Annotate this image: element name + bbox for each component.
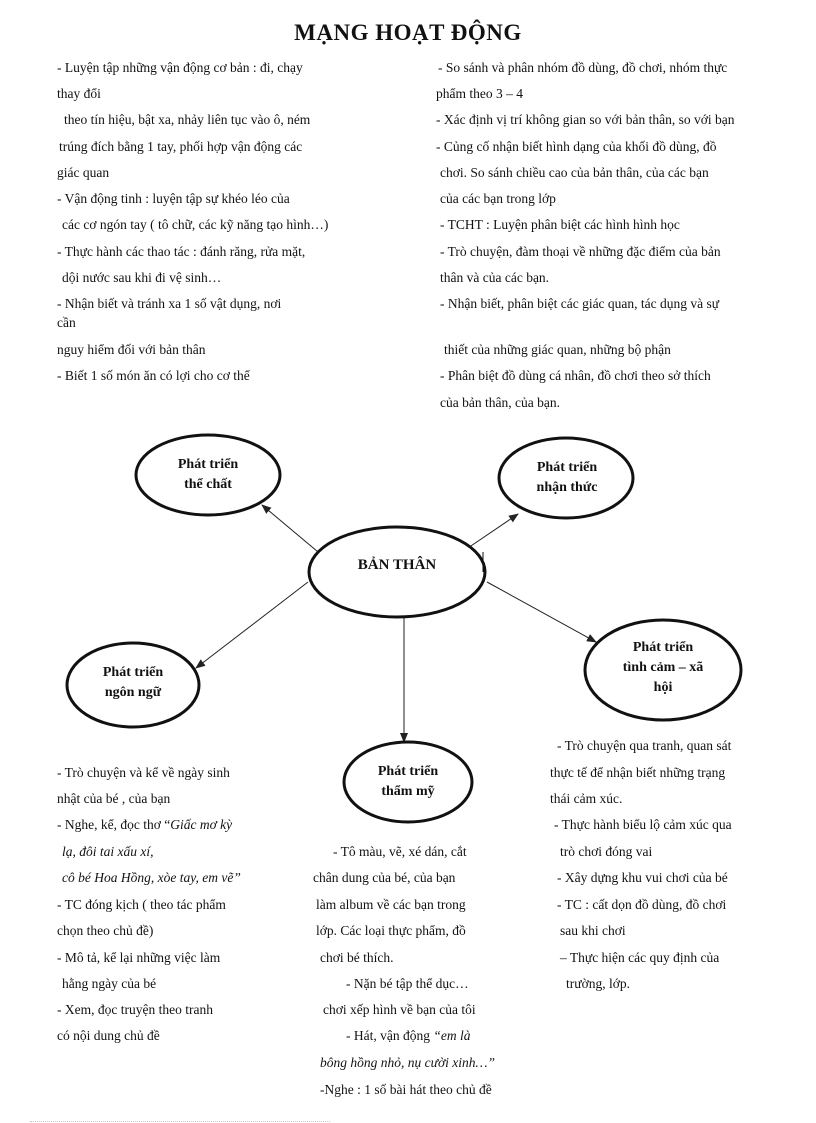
list-line: cô bé Hoa Hồng, xòe tay, em vẽ” — [62, 870, 241, 885]
list-line: phẩm theo 3 – 4 — [436, 86, 523, 101]
node-line: Phát triển — [377, 764, 439, 779]
list-line: chơi xếp hình về bạn của tôi — [323, 1002, 476, 1017]
node-line: thể chất — [184, 477, 232, 492]
list-line: – Thực hiện các quy định của — [560, 950, 720, 965]
list-line: - TC đóng kịch ( theo tác phẩm — [57, 897, 226, 912]
list-line: chơi bé thích. — [320, 950, 394, 965]
arrow-to-tinh-cam — [487, 582, 596, 642]
list-line: trúng đích bằng 1 tay, phối hợp vận động các — [59, 139, 303, 154]
list-line: trường, lớp. — [566, 976, 630, 991]
list-line: - Thực hành các thao tác : đánh răng, rửa mặt, — [57, 244, 306, 259]
list-line: - Củng cố nhận biết hình dạng của khối đồ dùng, đồ — [436, 139, 717, 154]
list-line: - Biết 1 số món ăn có lợi cho cơ thể — [57, 368, 250, 383]
list-line: cần — [57, 315, 76, 330]
node-nhan-thuc — [507, 458, 627, 498]
footer-dotted-divider — [30, 1121, 330, 1122]
node-line: ngôn ngữ — [104, 685, 162, 700]
list-line: - Trò chuyện và kể về ngày sinh — [57, 765, 230, 780]
list-line: các cơ ngón tay ( tô chữ, các kỹ năng tạo hình…) — [62, 217, 329, 232]
list-line: chơi. So sánh chiều cao của bản thân, của các bạn — [440, 165, 709, 180]
list-line: - Xác định vị trí không gian so với bản thân, so với bạn — [436, 112, 735, 127]
list-line: - Nhận biết và tránh xa 1 số vật dụng, nơi — [57, 296, 282, 311]
song-title: “em là — [433, 1028, 471, 1043]
node-tinh-cam — [603, 638, 723, 698]
list-line: của các bạn trong lớp — [440, 191, 556, 206]
node-line: hội — [653, 680, 673, 695]
node-center — [327, 555, 467, 575]
list-line: trò chơi đóng vai — [560, 844, 653, 859]
list-line: - Trò chuyện, đàm thoại về những đặc điểm của bản — [440, 244, 721, 259]
node-the-chat — [148, 455, 268, 495]
list-line: - Trò chuyện qua tranh, quan sát — [557, 738, 732, 753]
list-line: nguy hiểm đối với bản thân — [57, 342, 206, 357]
list-line: thiết của những giác quan, những bộ phận — [444, 342, 671, 357]
list-line: - Luyện tập những vận động cơ bản : đi, chạy — [57, 60, 303, 75]
list-line — [346, 1028, 470, 1044]
list-line: - Thực hành biểu lộ cảm xúc qua — [554, 817, 732, 832]
node-line: thẩm mỹ — [381, 784, 435, 799]
list-line: - Xem, đọc truyện theo tranh — [57, 1002, 213, 1017]
list-line: thay đổi — [57, 86, 101, 101]
list-line: bông hồng nhỏ, nụ cười xinh…” — [320, 1055, 496, 1070]
list-line: thực tế để nhận biết những trạng — [550, 765, 726, 780]
node-line: Phát triển — [536, 460, 598, 475]
list-line: sau khi chơi — [560, 923, 626, 938]
list-line: làm album về các bạn trong — [316, 897, 466, 912]
node-line: Phát triển — [177, 457, 239, 472]
list-line: - Mô tả, kể lại những việc làm — [57, 950, 221, 965]
list-line: - So sánh và phân nhóm đồ dùng, đồ chơi, nhóm thực — [438, 60, 728, 75]
list-line: dội nước sau khi đi vệ sinh… — [62, 270, 222, 285]
list-line: lớp. Các loại thực phẩm, đồ — [316, 923, 466, 938]
arrow-to-ngon-ngu — [196, 582, 308, 668]
list-line: giác quan — [57, 165, 110, 180]
list-line: - Phân biệt đồ dùng cá nhân, đồ chơi theo sở thích — [440, 368, 711, 383]
list-line: lạ, đôi tai xấu xí, — [62, 844, 154, 859]
node-tham-my — [348, 762, 468, 802]
list-line: - Xây dựng khu vui chơi của bé — [557, 870, 728, 885]
list-line: - Nặn bé tập thể dục… — [346, 976, 469, 991]
node-line: nhận thức — [536, 480, 598, 495]
node-line: BẢN THÂN — [357, 557, 437, 573]
poem-title: Giấc mơ kỳ — [170, 817, 233, 832]
list-line: của bản thân, của bạn. — [440, 395, 560, 410]
list-line: thái cảm xúc. — [550, 791, 623, 806]
list-line-part: - Nghe, kể, đọc thơ “ — [57, 817, 171, 832]
list-line: -Nghe : 1 số bài hát theo chủ đề — [320, 1082, 492, 1097]
list-line: - Nhận biết, phân biệt các giác quan, tác dụng và sự — [440, 296, 720, 311]
list-line — [57, 817, 232, 833]
list-line: - Tô màu, vẽ, xé dán, cắt — [333, 844, 467, 859]
list-line: - TCHT : Luyện phân biệt các hình hình học — [440, 217, 680, 232]
node-ngon-ngu — [73, 663, 193, 703]
list-line: nhật của bé , của bạn — [57, 791, 171, 806]
node-line: tình cảm – xã — [622, 660, 704, 675]
list-line: - Vận động tinh : luyện tập sự khéo léo của — [57, 191, 290, 206]
list-line: - TC : cất dọn đồ dùng, đồ chơi — [557, 897, 727, 912]
node-line: Phát triển — [102, 665, 164, 680]
list-line: hằng ngày của bé — [62, 976, 157, 991]
list-line: có nội dung chủ đề — [57, 1028, 160, 1043]
list-line-part: - Hát, vận động — [346, 1028, 434, 1043]
list-line: chọn theo chủ đề) — [57, 923, 154, 938]
list-line: thân và của các bạn. — [440, 270, 550, 285]
node-line: Phát triển — [632, 640, 694, 655]
page-title: MẠNG HOẠT ĐỘNG — [294, 20, 522, 45]
list-line: theo tín hiệu, bật xa, nhảy liên tục vào ô, ném — [64, 112, 311, 127]
list-line: chân dung của bé, của bạn — [313, 870, 456, 885]
